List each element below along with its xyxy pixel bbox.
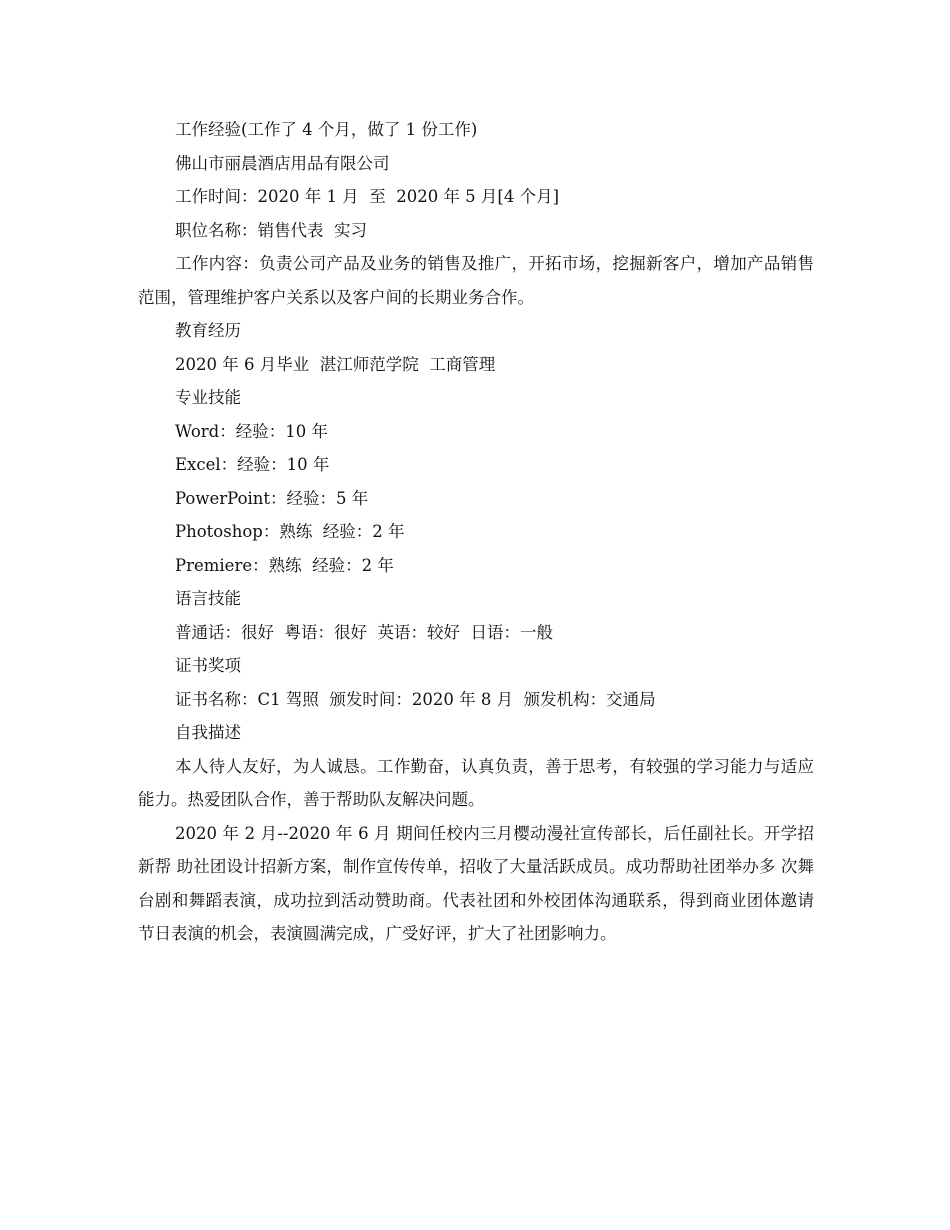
education-entry: 2020 年 6 月毕业 湛江师范学院 工商管理	[175, 354, 496, 374]
skills-heading: 专业技能	[175, 388, 241, 407]
certificate-entry: 证书名称：C1 驾照 颁发时间：2020 年 8 月 颁发机构：交通局	[175, 689, 656, 709]
club-experience-paragraph: 2020 年 2 月--2020 年 6 月 期间任校内三月樱动漫社宣传部长，后任副社长。开学招新帮 助社团设计招新方案，制作宣传传单，招收了大量活跃成员。成功帮助社团举办多 次舞台剧和舞蹈表演，成功拉到活动赞助商。代表社团和外校团体沟通联系，得到商业团体邀请节日表演的机会，表演圆满完成，广受好评，扩大了社团影响力。	[138, 823, 814, 943]
work-experience-heading: 工作经验(工作了 4 个月，做了 1 份工作)	[175, 120, 478, 139]
certificates-heading: 证书奖项	[175, 656, 241, 675]
language-skills-entry: 普通话：很好 粤语：很好 英语：较好 日语：一般	[175, 622, 553, 642]
skill-item-excel: Excel：经验：10 年	[175, 455, 330, 474]
self-description-heading: 自我描述	[175, 723, 241, 742]
skill-item-word: Word：经验：10 年	[175, 421, 328, 441]
job-description: 工作内容：负责公司产品及业务的销售及推广，开拓市场，挖掘新客户，增加产品销售范围，管理维护客户关系以及客户间的长期业务合作。	[138, 254, 814, 307]
skill-item-photoshop: Photoshop：熟练 经验：2 年	[175, 522, 405, 541]
language-skills-heading: 语言技能	[175, 589, 241, 608]
work-period: 工作时间：2020 年 1 月 至 2020 年 5 月[4 个月]	[175, 187, 560, 206]
skill-item-powerpoint: PowerPoint：经验：5 年	[175, 488, 369, 508]
self-description-paragraph: 本人待人友好，为人诚恳。工作勤奋，认真负责，善于思考，有较强的学习能力与适应能力。热爱团队合作，善于帮助队友解决问题。	[138, 756, 814, 809]
skill-item-premiere: Premiere：熟练 经验：2 年	[175, 555, 394, 575]
job-position: 职位名称：销售代表 实习	[175, 220, 367, 240]
company-name: 佛山市丽晨酒店用品有限公司	[175, 153, 390, 173]
resume-document	[138, 113, 814, 951]
education-heading: 教育经历	[175, 321, 241, 340]
